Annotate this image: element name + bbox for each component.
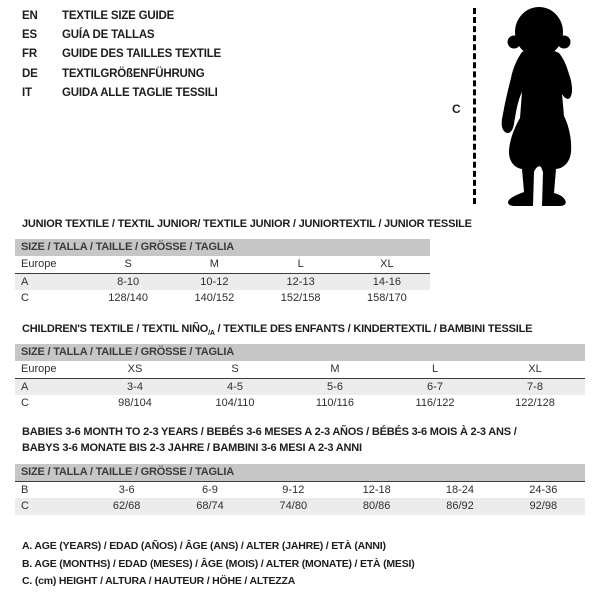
footnote-age-years: A. AGE (YEARS) / EDAD (AÑOS) / ÂGE (ANS) / ALTER (JAHRE) / ETÀ (ANNI) [22,540,386,552]
language-code: IT [22,86,32,99]
value-cell: 152/158 [280,292,321,304]
value-cell: 122/128 [515,397,555,409]
value-cell: 98/104 [118,397,152,409]
height-marker-label: C [452,102,461,116]
legend-footnotes [22,538,415,591]
children-size-table [15,344,585,412]
table-row-height [15,395,585,412]
table-row-age [15,273,430,290]
footnote-age-months: B. AGE (MONTHS) / EDAD (MESES) / ÂGE (MOIS) / ALTER (MONATE) / ETÀ (MESI) [22,557,415,570]
children-title-subscript: /A [208,330,215,338]
babies-size-table [15,464,585,515]
value-cell: 10-12 [200,276,229,288]
row-label: C [21,397,29,409]
value-cell: 6-9 [202,484,218,496]
size-cell: XL [528,363,542,375]
value-cell: 140/152 [194,292,235,304]
value-cell: 116/122 [415,397,455,409]
value-cell: 14-16 [372,276,401,288]
language-title: TEXTILE SIZE GUIDE [62,10,175,22]
row-label: A [21,276,29,288]
value-cell: 80/86 [362,500,391,512]
size-cell: L [297,258,304,270]
table-row-age-months [15,481,585,498]
row-label: C [21,292,29,304]
size-cell: XL [380,258,394,270]
size-cell: S [124,258,132,270]
size-cell: XS [127,363,143,375]
size-cell: M [330,363,340,375]
babies-title-line1: BABIES 3-6 MONTH TO 2-3 YEARS / BEBÉS 3-6 MESES A 2-3 AÑOS / BÉBÉS 3-6 MOIS À 2-3 ANS / [22,426,517,438]
size-columns-row [15,256,430,273]
region-label: Europe [21,258,57,270]
language-row-fr [22,45,221,64]
row-label: B [21,484,29,496]
value-cell: 68/74 [196,500,224,512]
junior-size-table [15,239,430,307]
value-cell: 7-8 [527,381,543,393]
language-title-list [22,7,221,103]
language-code: ES [22,29,37,42]
table-row-height [15,290,430,307]
language-row-es [22,26,221,45]
value-cell: 12-13 [286,276,315,288]
value-cell: 86/92 [446,500,474,512]
value-cell: 3-4 [127,381,143,393]
value-cell: 62/68 [112,500,141,512]
language-code: FR [22,48,37,61]
size-header-bar: SIZE / TALLA / TAILLE / GRÖSSE / TAGLIA [15,344,585,361]
value-cell: 110/116 [315,397,355,409]
value-cell: 9-12 [282,484,305,496]
region-label: Europe [21,363,57,375]
children-title-prefix: CHILDREN'S TEXTILE / TEXTIL NIÑO [22,323,209,335]
language-title: TEXTILGRÖßENFÜHRUNG [62,67,205,80]
language-row-it [22,84,221,103]
value-cell: 158/170 [366,292,407,304]
language-row-en [22,7,221,26]
language-title: GUÍA DE TALLAS [62,29,155,42]
size-cell: L [431,363,439,375]
size-columns-row [15,361,585,378]
value-cell: 3-6 [118,484,135,496]
value-cell: 6-7 [427,381,443,393]
language-title: GUIDE DES TAILLES TEXTILE [62,48,221,61]
table-row-age [15,378,585,395]
height-figure [448,4,598,209]
row-label: A [21,381,29,393]
babies-table-title [22,424,517,456]
height-marker-line [473,8,476,204]
size-header-bar: SIZE / TALLA / TAILLE / GRÖSSE / TAGLIA [15,239,430,256]
language-code: EN [22,10,38,22]
value-cell: 5-6 [327,381,343,393]
junior-table-title: JUNIOR TEXTILE / TEXTIL JUNIOR/ TEXTILE JUNIOR / JUNIORTEXTIL / JUNIOR TESSILE [22,218,472,230]
value-cell: 74/80 [279,500,308,512]
value-cell: 4-5 [227,381,243,393]
language-title: GUIDA ALLE TAGLIE TESSILI [62,86,218,99]
body [502,48,572,206]
value-cell: 104/110 [215,397,255,409]
value-cell: 18-24 [445,484,475,496]
babies-title-line2: BABYS 3-6 MONATE BIS 2-3 JAHRE / BAMBINI 3-6 MESI A 2-3 ANNI [22,442,362,454]
value-cell: 92/98 [529,500,558,512]
size-header-bar: SIZE / TALLA / TAILLE / GRÖSSE / TAGLIA [15,464,585,481]
children-table-title [22,323,532,337]
language-row-de [22,65,221,84]
value-cell: 24-36 [529,484,558,496]
table-row-height [15,498,585,515]
value-cell: 12-18 [362,484,391,496]
toddler-silhouette-icon [482,6,600,206]
size-cell: S [231,363,239,375]
children-title-suffix: / TEXTILE DES ENFANTS / KINDERTEXTIL / BAMBINI TESSILE [214,323,533,335]
value-cell: 128/140 [108,292,148,304]
row-label: C [21,500,29,512]
size-cell: M [209,258,219,270]
footnote-height: C. (cm) HEIGHT / ALTURA / HAUTEUR / HÖHE / ALTEZZA [22,575,296,587]
value-cell: 8-10 [117,276,140,288]
language-code: DE [22,67,38,80]
